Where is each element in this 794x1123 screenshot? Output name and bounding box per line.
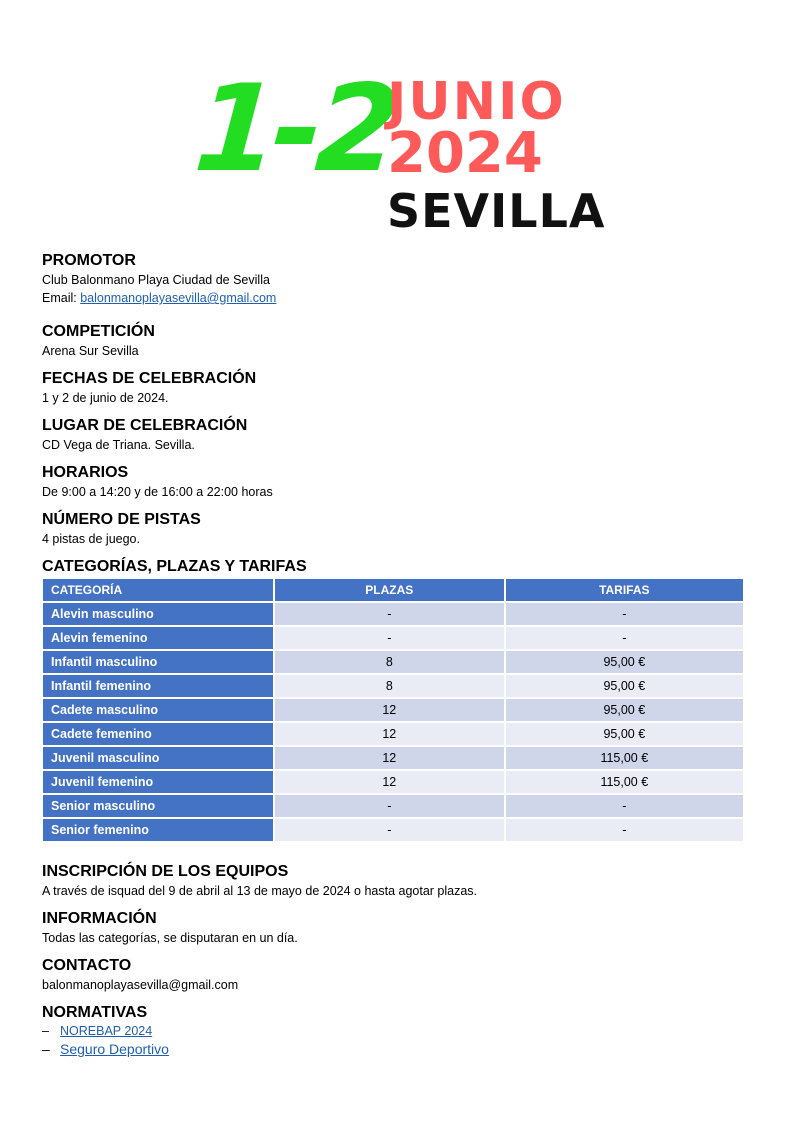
section-categorias (42, 556, 752, 843)
row-tarifa: - (506, 627, 743, 649)
fechas-title: FECHAS DE CELEBRACIÓN (42, 370, 257, 387)
row-tarifa: 95,00 € (506, 723, 743, 745)
row-categoria: Cadete femenino (43, 723, 273, 745)
inscripcion-title: INSCRIPCIÓN DE LOS EQUIPOS (42, 863, 289, 880)
row-categoria: Cadete masculino (43, 699, 273, 721)
row-plazas: 12 (275, 747, 504, 769)
row-categoria: Juvenil femenino (43, 771, 273, 793)
header-tarifas: TARIFAS (506, 579, 743, 601)
table-row (43, 603, 743, 625)
promotor-email-label: Email: (42, 291, 81, 305)
table-row (43, 747, 743, 769)
promotor-email-line (42, 289, 752, 307)
row-tarifa: 95,00 € (506, 699, 743, 721)
section-contacto (42, 955, 752, 994)
event-logo (190, 60, 625, 240)
section-pistas (42, 509, 752, 548)
table-row (43, 819, 743, 841)
row-plazas: - (275, 603, 504, 625)
document-body (42, 250, 752, 1066)
table-row (43, 699, 743, 721)
row-tarifa: - (506, 819, 743, 841)
horarios-title: HORARIOS (42, 464, 129, 481)
list-item (42, 1040, 752, 1058)
list-item (42, 1023, 752, 1040)
fechas-text: 1 y 2 de junio de 2024. (42, 391, 169, 405)
rates-table (41, 577, 745, 843)
seguro-deportivo-link[interactable]: Seguro Deportivo (60, 1041, 169, 1057)
informacion-title: INFORMACIÓN (42, 910, 157, 927)
row-tarifa: 115,00 € (506, 771, 743, 793)
header-plazas: PLAZAS (275, 579, 504, 601)
row-categoria: Juvenil masculino (43, 747, 273, 769)
row-plazas: 12 (275, 723, 504, 745)
row-categoria: Senior femenino (43, 819, 273, 841)
inscripcion-text: A través de isquad del 9 de abril al 13 de mayo de 2024 o hasta agotar plazas. (42, 884, 478, 898)
norebap-link[interactable]: NOREBAP 2024 (60, 1024, 153, 1038)
logo-month: JUNIO (387, 72, 566, 132)
row-categoria: Infantil masculino (43, 651, 273, 673)
rates-header-row (43, 579, 743, 601)
section-lugar (42, 415, 752, 454)
table-row (43, 675, 743, 697)
section-competicion (42, 321, 752, 360)
row-plazas: - (275, 819, 504, 841)
section-informacion (42, 908, 752, 947)
promotor-title: PROMOTOR (42, 252, 136, 269)
table-row (43, 795, 743, 817)
row-categoria: Infantil femenino (43, 675, 273, 697)
row-categoria: Senior masculino (43, 795, 273, 817)
lugar-text: CD Vega de Triana. Sevilla. (42, 438, 195, 452)
pistas-text: 4 pistas de juego. (42, 532, 140, 546)
row-tarifa: - (506, 603, 743, 625)
row-tarifa: 95,00 € (506, 675, 743, 697)
categorias-title: CATEGORÍAS, PLAZAS Y TARIFAS (42, 558, 307, 575)
promotor-email-link[interactable]: balonmanoplayasevilla@gmail.com (80, 291, 277, 305)
section-promotor (42, 250, 752, 307)
promotor-club: Club Balonmano Playa Ciudad de Sevilla (42, 273, 270, 287)
competicion-text: Arena Sur Sevilla (42, 344, 139, 358)
section-normativas (42, 1002, 752, 1058)
section-fechas (42, 368, 752, 407)
row-plazas: - (275, 795, 504, 817)
contacto-title: CONTACTO (42, 957, 132, 974)
contacto-text: balonmanoplayasevilla@gmail.com (42, 978, 239, 992)
informacion-text: Todas las categorías, se disputaran en un día. (42, 931, 298, 945)
horarios-text: De 9:00 a 14:20 y de 16:00 a 22:00 horas (42, 485, 273, 499)
pistas-title: NÚMERO DE PISTAS (42, 511, 201, 528)
list-dash: – (42, 1041, 50, 1057)
row-categoria: Alevin femenino (43, 627, 273, 649)
row-plazas: 12 (275, 771, 504, 793)
table-row (43, 651, 743, 673)
logo-year: 2024 (387, 121, 543, 186)
table-row (43, 723, 743, 745)
section-horarios (42, 462, 752, 501)
row-tarifa: 115,00 € (506, 747, 743, 769)
row-categoria: Alevin masculino (43, 603, 273, 625)
logo-dates: 1-2 (190, 60, 399, 199)
section-inscripcion (42, 861, 752, 900)
normativas-title: NORMATIVAS (42, 1004, 148, 1021)
row-plazas: 8 (275, 675, 504, 697)
lugar-title: LUGAR DE CELEBRACIÓN (42, 417, 248, 434)
list-dash: – (42, 1024, 49, 1038)
row-tarifa: - (506, 795, 743, 817)
competicion-title: COMPETICIÓN (42, 323, 155, 340)
table-row (43, 627, 743, 649)
table-row (43, 771, 743, 793)
row-tarifa: 95,00 € (506, 651, 743, 673)
header-categoria: CATEGORÍA (43, 579, 273, 601)
logo-city: SEVILLA (387, 184, 606, 238)
row-plazas: 8 (275, 651, 504, 673)
normativas-list (42, 1023, 752, 1058)
row-plazas: - (275, 627, 504, 649)
row-plazas: 12 (275, 699, 504, 721)
